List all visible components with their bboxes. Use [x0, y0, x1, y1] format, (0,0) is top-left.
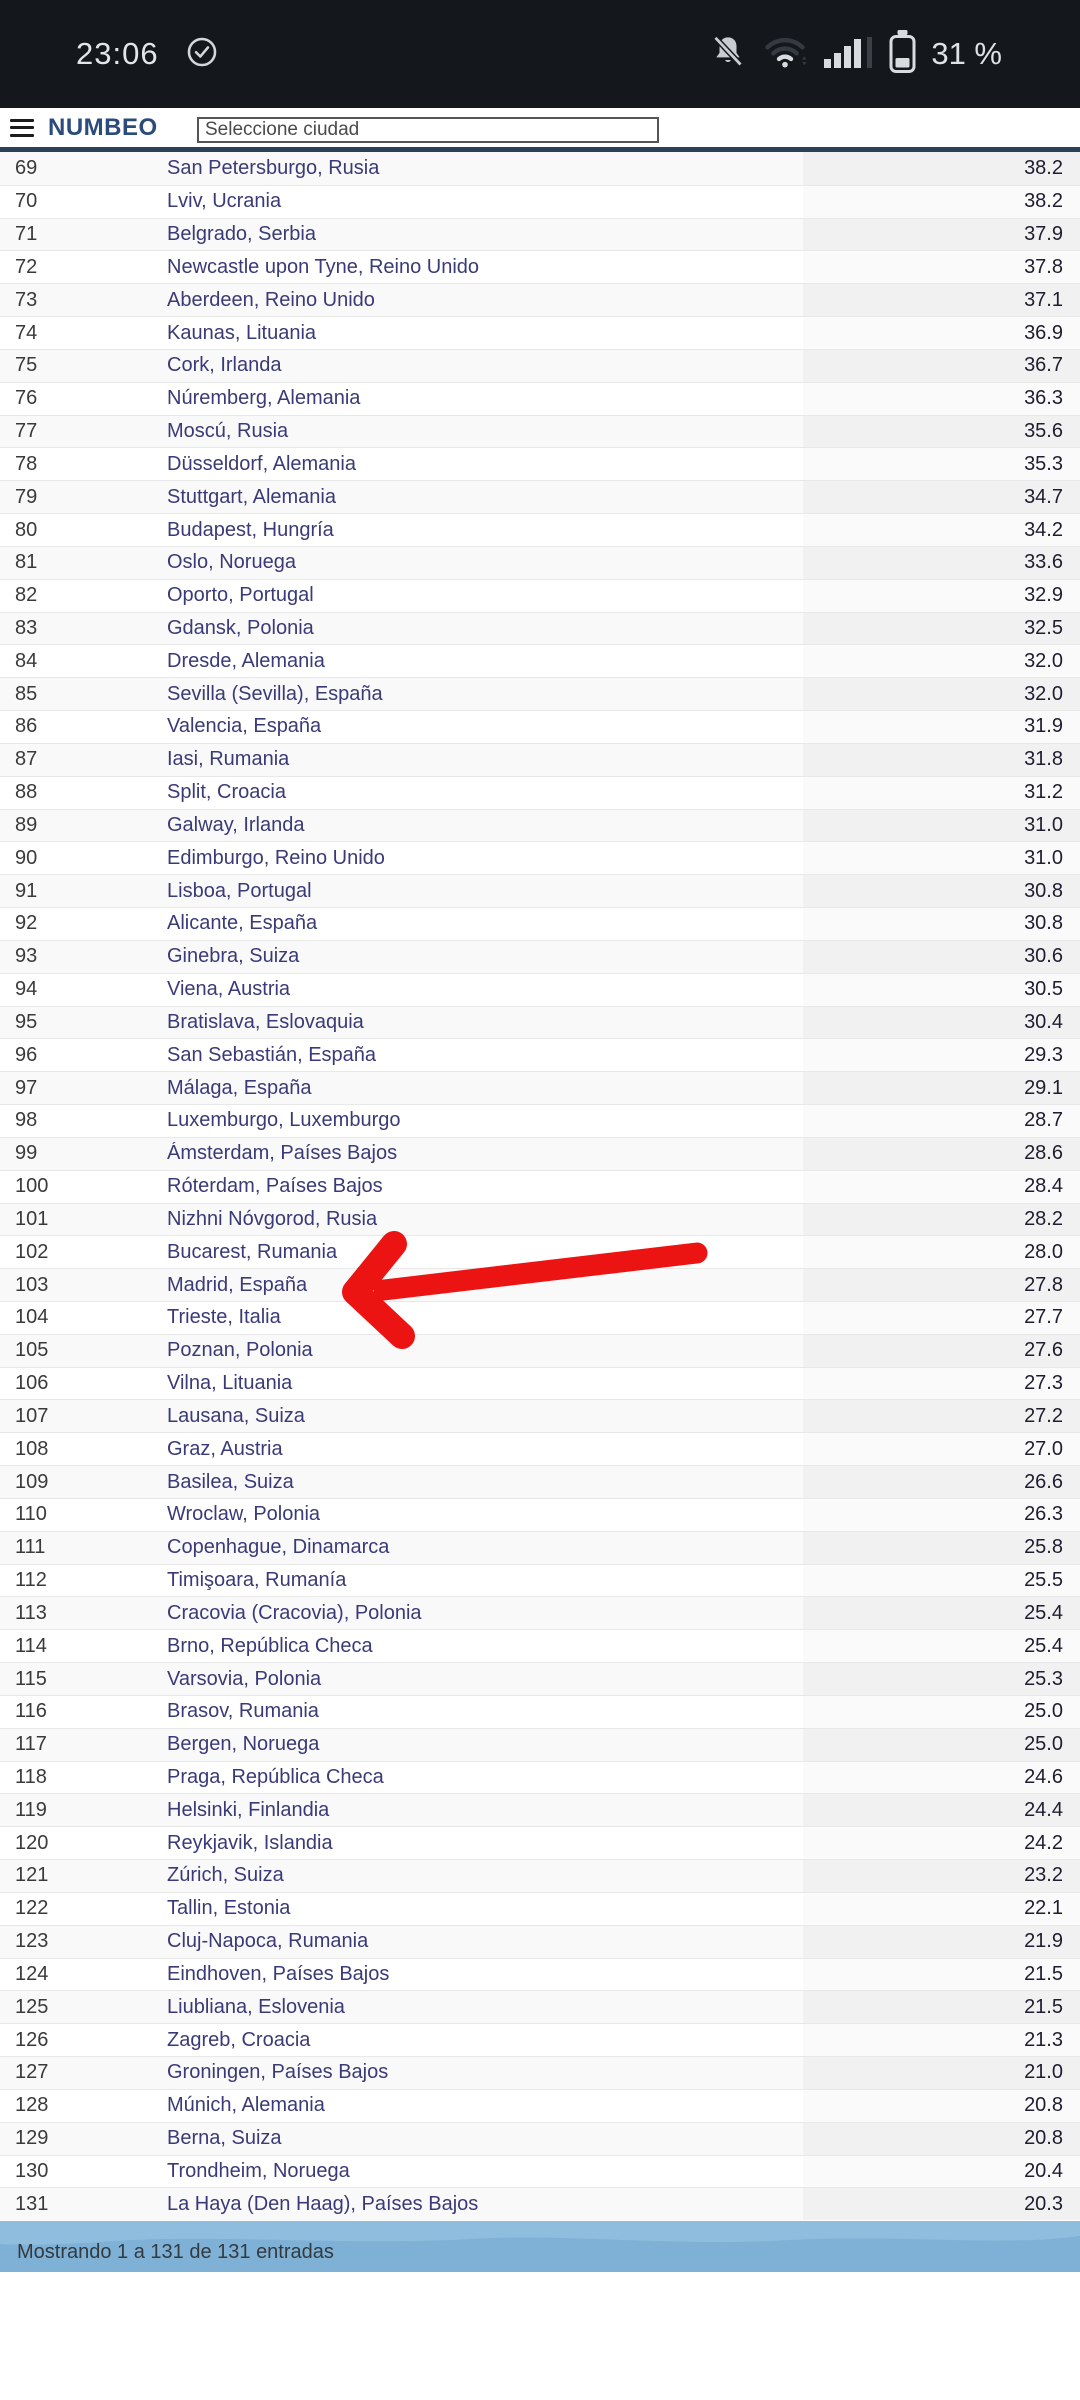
- rank-cell: 103: [15, 1273, 49, 1296]
- value-cell: 35.3: [803, 448, 1080, 480]
- rank-cell: 92: [15, 912, 38, 935]
- table-row: [0, 1301, 1080, 1334]
- rank-cell: 106: [15, 1372, 49, 1395]
- city-link[interactable]: Praga, República Checa: [167, 1765, 384, 1788]
- value-cell: 26.3: [803, 1499, 1080, 1531]
- value-cell: 32.9: [803, 580, 1080, 612]
- value-cell: 33.6: [803, 547, 1080, 579]
- clock-time: 23:06: [76, 36, 159, 71]
- value-cell: 38.2: [803, 186, 1080, 218]
- table-row: [0, 316, 1080, 349]
- table-row: [0, 743, 1080, 776]
- rank-cell: 85: [15, 682, 38, 705]
- table-row: [0, 1531, 1080, 1564]
- value-cell: 30.8: [803, 908, 1080, 940]
- rank-cell: 129: [15, 2127, 49, 2150]
- city-link[interactable]: Newcastle upon Tyne, Reino Unido: [167, 255, 480, 278]
- city-link[interactable]: San Sebastián, España: [167, 1043, 377, 1066]
- table-row: [0, 447, 1080, 480]
- table-row: [0, 1432, 1080, 1465]
- rank-cell: 98: [15, 1109, 38, 1132]
- table-row: [0, 1564, 1080, 1597]
- value-cell: 28.7: [803, 1105, 1080, 1137]
- value-cell: 20.3: [803, 2188, 1080, 2220]
- city-link[interactable]: Berna, Suiza: [167, 2127, 282, 2150]
- rank-cell: 116: [15, 1700, 47, 1723]
- table-row: [0, 1399, 1080, 1432]
- wifi-icon: [763, 32, 807, 77]
- table-row: [0, 1990, 1080, 2023]
- value-cell: 37.9: [803, 219, 1080, 251]
- rank-cell: 125: [15, 1995, 49, 2018]
- value-cell: 30.8: [803, 875, 1080, 907]
- city-link[interactable]: Iasi, Rumania: [167, 748, 290, 771]
- city-link[interactable]: Groningen, Países Bajos: [167, 2061, 389, 2084]
- signal-bars-icon: [822, 32, 874, 77]
- rank-cell: 114: [15, 1634, 47, 1657]
- city-link[interactable]: San Petersburgo, Rusia: [167, 156, 380, 179]
- value-cell: 28.2: [803, 1204, 1080, 1236]
- rank-cell: 131: [15, 2192, 49, 2215]
- table-row: [0, 218, 1080, 251]
- table-row: [0, 907, 1080, 940]
- rank-cell: 101: [15, 1207, 49, 1230]
- value-cell: 21.3: [803, 2024, 1080, 2056]
- value-cell: 32.5: [803, 613, 1080, 645]
- table-row: [0, 1367, 1080, 1400]
- rank-cell: 82: [15, 584, 38, 607]
- value-cell: 30.5: [803, 974, 1080, 1006]
- value-cell: 24.2: [803, 1827, 1080, 1859]
- city-link[interactable]: Wroclaw, Polonia: [167, 1503, 321, 1526]
- rank-cell: 100: [15, 1175, 49, 1198]
- rank-cell: 120: [15, 1831, 49, 1854]
- value-cell: 31.9: [803, 711, 1080, 743]
- rank-cell: 94: [15, 978, 38, 1001]
- rank-cell: 69: [15, 156, 38, 179]
- rank-cell: 93: [15, 945, 38, 968]
- table-row: [0, 940, 1080, 973]
- rank-cell: 117: [15, 1733, 47, 1756]
- numbeo-logo[interactable]: NUMBEO: [48, 113, 158, 141]
- city-link[interactable]: Basilea, Suiza: [167, 1470, 294, 1493]
- table-row: [0, 1498, 1080, 1531]
- city-link[interactable]: Varsovia, Polonia: [167, 1667, 322, 1690]
- value-cell: 21.0: [803, 2057, 1080, 2089]
- table-row: [0, 1137, 1080, 1170]
- table-row: [0, 415, 1080, 448]
- value-cell: 38.2: [803, 152, 1080, 185]
- status-bar: [0, 0, 1080, 108]
- value-cell: 23.2: [803, 1860, 1080, 1892]
- value-cell: 28.6: [803, 1138, 1080, 1170]
- rank-cell: 84: [15, 649, 38, 672]
- rank-cell: 105: [15, 1339, 49, 1362]
- table-row: [0, 152, 1080, 185]
- entries-info-text: Mostrando 1 a 131 de 131 entradas: [17, 2241, 334, 2263]
- value-cell: 31.2: [803, 777, 1080, 809]
- rank-cell: 108: [15, 1437, 49, 1460]
- city-link[interactable]: Zagreb, Croacia: [167, 2028, 311, 2051]
- city-link[interactable]: Cluj-Napoca, Rumania: [167, 1930, 369, 1953]
- rank-cell: 123: [15, 1930, 49, 1953]
- city-link[interactable]: Budapest, Hungría: [167, 518, 334, 541]
- city-link[interactable]: Graz, Austria: [167, 1437, 283, 1460]
- table-row: [0, 612, 1080, 645]
- city-link[interactable]: Málaga, España: [167, 1076, 312, 1099]
- city-link[interactable]: Lausana, Suiza: [167, 1404, 305, 1427]
- value-cell: 20.8: [803, 2123, 1080, 2155]
- value-cell: 36.3: [803, 383, 1080, 415]
- rank-cell: 111: [15, 1536, 46, 1559]
- table-row: [0, 2122, 1080, 2155]
- table-row: [0, 2155, 1080, 2188]
- table-row: [0, 1629, 1080, 1662]
- table-row: [0, 1334, 1080, 1367]
- value-cell: 27.0: [803, 1433, 1080, 1465]
- table-row: [0, 2023, 1080, 2056]
- city-link[interactable]: Bucarest, Rumania: [167, 1240, 338, 1263]
- city-link[interactable]: Cork, Irlanda: [167, 354, 282, 377]
- city-link[interactable]: Ginebra, Suiza: [167, 945, 300, 968]
- rank-cell: 95: [15, 1010, 38, 1033]
- rank-cell: 128: [15, 2094, 49, 2117]
- table-row: [0, 1826, 1080, 1859]
- value-cell: 22.1: [803, 1893, 1080, 1925]
- value-cell: 25.0: [803, 1729, 1080, 1761]
- table-row: [0, 841, 1080, 874]
- city-link[interactable]: Tallin, Estonia: [167, 1897, 291, 1920]
- table-row: [0, 1925, 1080, 1958]
- table-info-bar: [0, 2221, 1080, 2272]
- rank-cell: 83: [15, 617, 38, 639]
- table-row: [0, 809, 1080, 842]
- city-link[interactable]: Cracovia (Cracovia), Polonia: [167, 1601, 422, 1624]
- rank-cell: 86: [15, 715, 38, 738]
- value-cell: 21.5: [803, 1959, 1080, 1991]
- city-link[interactable]: Oslo, Noruega: [167, 551, 296, 574]
- battery-percent-label: 31 %: [931, 36, 1002, 71]
- value-cell: 28.0: [803, 1236, 1080, 1268]
- table-row: [0, 644, 1080, 677]
- rank-cell: 81: [15, 551, 38, 574]
- value-cell: 32.0: [803, 645, 1080, 677]
- rank-cell: 90: [15, 846, 38, 869]
- table-row: [0, 1793, 1080, 1826]
- value-cell: 29.1: [803, 1072, 1080, 1104]
- city-link[interactable]: Split, Croacia: [167, 781, 286, 804]
- city-link[interactable]: Vilna, Lituania: [167, 1372, 293, 1395]
- value-cell: 20.4: [803, 2156, 1080, 2188]
- hamburger-menu-icon[interactable]: [10, 119, 34, 137]
- value-cell: 24.6: [803, 1762, 1080, 1794]
- city-link[interactable]: Brno, República Checa: [167, 1634, 373, 1657]
- android-nav-bar: [0, 2272, 1080, 2400]
- city-link[interactable]: Helsinki, Finlandia: [167, 1798, 330, 1821]
- value-cell: 31.0: [803, 810, 1080, 842]
- value-cell: 35.6: [803, 416, 1080, 448]
- city-link[interactable]: Viena, Austria: [167, 978, 291, 1001]
- rank-cell: 118: [15, 1765, 47, 1788]
- table-row: [0, 1071, 1080, 1104]
- value-cell: 27.8: [803, 1269, 1080, 1301]
- city-link[interactable]: Galway, Irlanda: [167, 813, 305, 836]
- rank-cell: 99: [15, 1142, 38, 1165]
- city-link[interactable]: Poznan, Polonia: [167, 1339, 313, 1362]
- rank-cell: 121: [15, 1864, 49, 1887]
- value-cell: 25.0: [803, 1696, 1080, 1728]
- value-cell: 27.6: [803, 1335, 1080, 1367]
- table-row: [0, 382, 1080, 415]
- city-link[interactable]: Núremberg, Alemania: [167, 387, 361, 410]
- rank-cell: 79: [15, 485, 38, 508]
- rank-cell: 97: [15, 1076, 38, 1099]
- value-cell: 27.2: [803, 1400, 1080, 1432]
- rank-cell: 72: [15, 255, 38, 278]
- rank-cell: 91: [15, 879, 38, 902]
- value-cell: 34.7: [803, 481, 1080, 513]
- city-link[interactable]: Reykjavik, Islandia: [167, 1831, 333, 1854]
- value-cell: 25.4: [803, 1630, 1080, 1662]
- table-row: [0, 185, 1080, 218]
- value-cell: 27.3: [803, 1368, 1080, 1400]
- table-row: [0, 1038, 1080, 1071]
- rank-cell: 74: [15, 321, 38, 344]
- city-link[interactable]: La Haya (Den Haag), Países Bajos: [167, 2192, 479, 2215]
- value-cell: 32.0: [803, 678, 1080, 710]
- value-cell: 25.5: [803, 1565, 1080, 1597]
- rank-cell: 76: [15, 387, 38, 410]
- city-link[interactable]: Trieste, Italia: [167, 1306, 281, 1329]
- value-cell: 31.0: [803, 842, 1080, 874]
- city-link[interactable]: Madrid, España: [167, 1273, 308, 1296]
- rank-cell: 104: [15, 1306, 49, 1329]
- rank-cell: 88: [15, 781, 38, 804]
- table-row: [0, 1203, 1080, 1236]
- table-row: [0, 1958, 1080, 1991]
- city-link[interactable]: Copenhague, Dinamarca: [167, 1536, 390, 1559]
- city-link[interactable]: Bergen, Noruega: [167, 1733, 320, 1756]
- rank-cell: 73: [15, 288, 38, 311]
- rank-cell: 96: [15, 1043, 38, 1066]
- city-link[interactable]: Stuttgart, Alemania: [167, 485, 336, 508]
- table-row: [0, 1695, 1080, 1728]
- table-row: [0, 2187, 1080, 2220]
- city-link[interactable]: Luxemburgo, Luxemburgo: [167, 1109, 401, 1132]
- value-cell: 37.8: [803, 251, 1080, 283]
- table-row: [0, 250, 1080, 283]
- table-row: [0, 677, 1080, 710]
- table-row: [0, 1728, 1080, 1761]
- rank-cell: 70: [15, 190, 38, 213]
- table-row: [0, 776, 1080, 809]
- city-link[interactable]: Valencia, España: [167, 715, 322, 738]
- city-link[interactable]: Bratislava, Eslovaquia: [167, 1010, 364, 1033]
- value-cell: 21.5: [803, 1991, 1080, 2023]
- value-cell: 37.1: [803, 284, 1080, 316]
- city-link[interactable]: Liubliana, Eslovenia: [167, 1995, 345, 2018]
- rank-cell: 71: [15, 223, 38, 246]
- city-link[interactable]: Eindhoven, Países Bajos: [167, 1962, 390, 1985]
- table-row: [0, 2056, 1080, 2089]
- table-row: [0, 579, 1080, 612]
- battery-icon: [889, 29, 916, 79]
- rank-cell: 109: [15, 1470, 49, 1493]
- value-cell: 28.4: [803, 1171, 1080, 1203]
- table-row: [0, 1235, 1080, 1268]
- table-row: [0, 2089, 1080, 2122]
- value-cell: 27.7: [803, 1302, 1080, 1334]
- table-row: [0, 1859, 1080, 1892]
- table-row: [0, 1761, 1080, 1794]
- table-row: [0, 1268, 1080, 1301]
- city-link[interactable]: Düsseldorf, Alemania: [167, 452, 356, 475]
- city-link[interactable]: Nizhni Nóvgorod, Rusia: [167, 1207, 378, 1230]
- city-link[interactable]: Trondheim, Noruega: [167, 2159, 350, 2182]
- city-link[interactable]: Timişoara, Rumanía: [167, 1569, 347, 1592]
- rank-cell: 124: [15, 1962, 49, 1985]
- city-link[interactable]: Lisboa, Portugal: [167, 879, 312, 902]
- value-cell: 25.3: [803, 1663, 1080, 1695]
- rank-cell: 89: [15, 813, 38, 836]
- city-link[interactable]: Lviv, Ucrania: [167, 190, 282, 213]
- city-link[interactable]: Dresde, Alemania: [167, 649, 325, 672]
- rank-cell: 87: [15, 748, 38, 771]
- city-link[interactable]: Kaunas, Lituania: [167, 321, 317, 344]
- table-row: [0, 546, 1080, 579]
- value-cell: 24.4: [803, 1794, 1080, 1826]
- value-cell: 29.3: [803, 1039, 1080, 1071]
- rank-cell: 75: [15, 354, 38, 377]
- city-link[interactable]: Ámsterdam, Países Bajos: [167, 1142, 398, 1165]
- rank-cell: 112: [15, 1569, 47, 1592]
- rank-cell: 119: [15, 1798, 47, 1821]
- rank-cell: 77: [15, 420, 38, 443]
- value-cell: 34.2: [803, 514, 1080, 546]
- value-cell: 31.8: [803, 744, 1080, 776]
- rank-cell: 102: [15, 1240, 49, 1263]
- city-link[interactable]: Zúrich, Suiza: [167, 1864, 284, 1887]
- table-row: [0, 349, 1080, 382]
- table-row: [0, 480, 1080, 513]
- table-row: [0, 1006, 1080, 1039]
- city-link[interactable]: Múnich, Alemania: [167, 2094, 325, 2117]
- value-cell: 25.8: [803, 1532, 1080, 1564]
- rank-cell: 107: [15, 1404, 49, 1427]
- value-cell: 36.7: [803, 350, 1080, 382]
- city-link[interactable]: Moscú, Rusia: [167, 420, 289, 443]
- rank-cell: 122: [15, 1897, 49, 1920]
- rank-cell: 130: [15, 2159, 49, 2182]
- table-row: [0, 513, 1080, 546]
- table-row: [0, 1662, 1080, 1695]
- value-cell: 30.4: [803, 1007, 1080, 1039]
- city-link[interactable]: Oporto, Portugal: [167, 584, 314, 607]
- city-link[interactable]: Belgrado, Serbia: [167, 223, 316, 246]
- site-header: [0, 108, 1080, 152]
- value-cell: 20.8: [803, 2090, 1080, 2122]
- table-row: [0, 1596, 1080, 1629]
- rank-cell: 126: [15, 2028, 49, 2051]
- rank-cell: 113: [15, 1601, 47, 1624]
- rank-cell: 127: [15, 2061, 49, 2084]
- value-cell: 26.6: [803, 1466, 1080, 1498]
- city-search-input[interactable]: [197, 117, 659, 143]
- table-row: [0, 1892, 1080, 1925]
- city-ranking-table: [0, 152, 1080, 2220]
- notifications-off-icon: [708, 32, 748, 77]
- rank-cell: 80: [15, 518, 38, 541]
- table-row: [0, 710, 1080, 743]
- city-link[interactable]: Gdansk, Polonia: [167, 617, 314, 639]
- check-circle-icon: [185, 35, 219, 74]
- value-cell: 36.9: [803, 317, 1080, 349]
- table-row: [0, 283, 1080, 316]
- rank-cell: 110: [15, 1503, 47, 1526]
- city-link[interactable]: Aberdeen, Reino Unido: [167, 288, 375, 311]
- value-cell: 25.4: [803, 1597, 1080, 1629]
- city-link[interactable]: Sevilla (Sevilla), España: [167, 682, 383, 705]
- value-cell: 21.9: [803, 1926, 1080, 1958]
- table-row: [0, 1465, 1080, 1498]
- city-link[interactable]: Edimburgo, Reino Unido: [167, 846, 385, 869]
- table-row: [0, 1170, 1080, 1203]
- rank-cell: 78: [15, 452, 38, 475]
- table-row: [0, 1104, 1080, 1137]
- rank-cell: 115: [15, 1667, 47, 1690]
- city-link[interactable]: Brasov, Rumania: [167, 1700, 319, 1723]
- value-cell: 30.6: [803, 941, 1080, 973]
- table-row: [0, 874, 1080, 907]
- city-link[interactable]: Alicante, España: [167, 912, 318, 935]
- table-row: [0, 973, 1080, 1006]
- city-link[interactable]: Róterdam, Países Bajos: [167, 1175, 383, 1198]
